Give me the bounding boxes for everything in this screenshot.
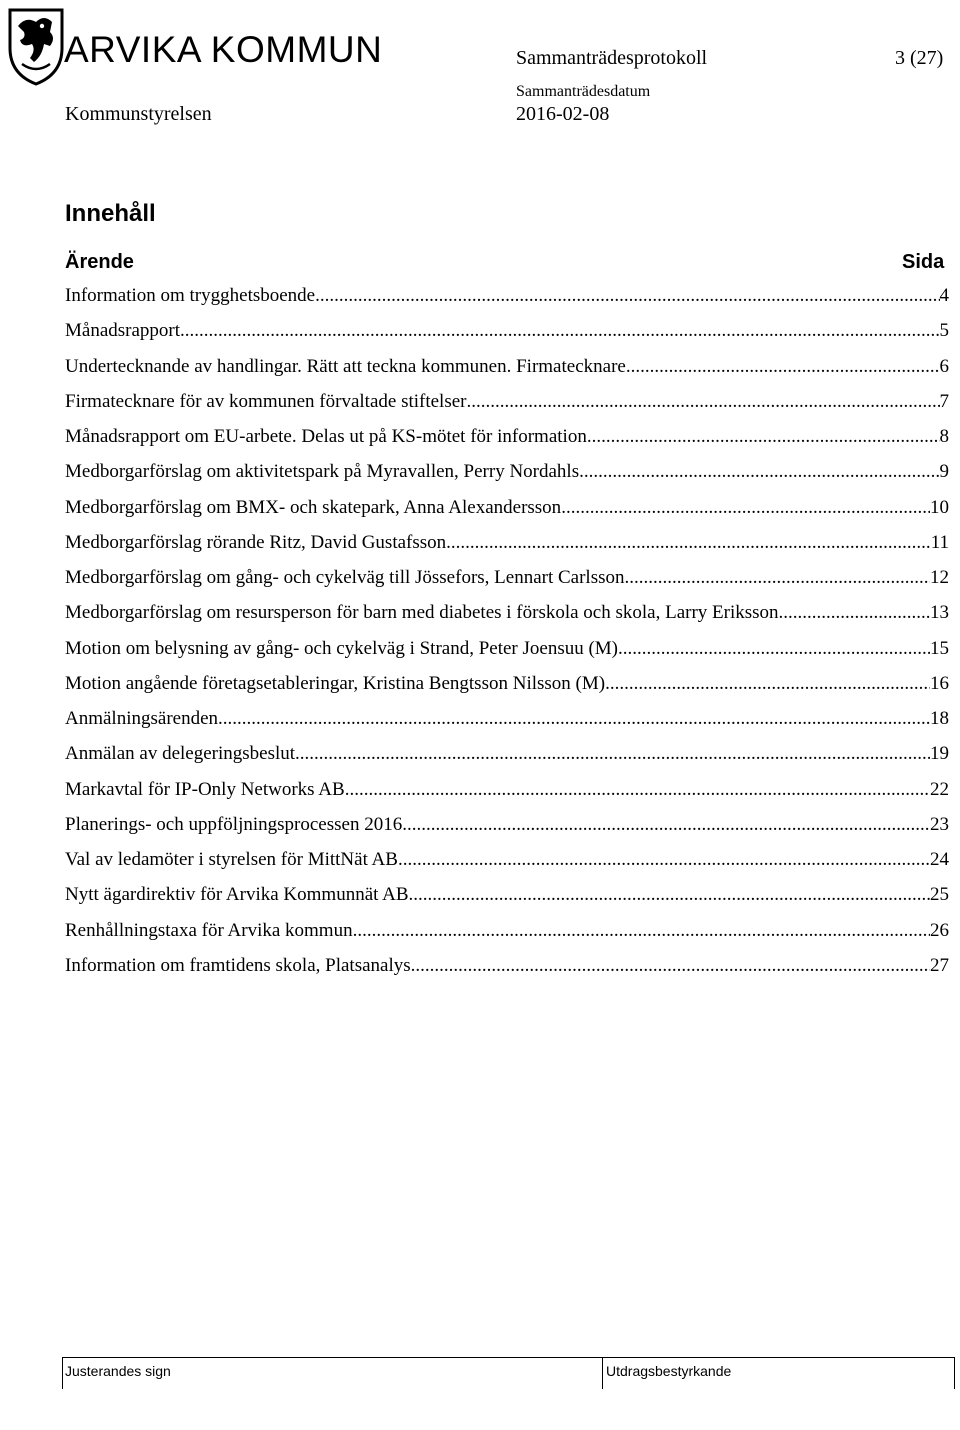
toc-entry-page: 25 [930, 884, 949, 906]
table-of-contents [65, 284, 949, 989]
toc-entry-page: 4 [939, 285, 949, 306]
dot-leader [353, 919, 930, 943]
dot-leader [398, 848, 930, 872]
dot-leader [402, 813, 930, 837]
dot-leader [626, 355, 940, 379]
toc-entry[interactable] [65, 425, 949, 460]
toc-entry-page: 24 [930, 849, 949, 870]
toc-entry-page: 8 [939, 426, 949, 447]
toc-entry[interactable] [65, 954, 949, 989]
dot-leader [446, 531, 931, 555]
toc-entry-page: 7 [939, 390, 949, 412]
dot-leader [295, 742, 930, 766]
dot-leader [345, 778, 930, 802]
toc-entry-title: Markavtal för IP-Only Networks AB [65, 778, 345, 800]
page-number: 3 (27) [895, 47, 944, 69]
toc-entry[interactable] [65, 496, 949, 531]
toc-entry-page: 19 [930, 743, 949, 765]
toc-entry[interactable] [65, 637, 949, 672]
toc-entry-page: 6 [939, 355, 949, 377]
toc-entry-title: Medborgarförslag om BMX- och skatepark, Anna Alexandersson [65, 496, 562, 518]
toc-entry-title: Information om trygghetsboende [65, 285, 316, 306]
dot-leader [779, 601, 930, 625]
dot-leader [579, 460, 939, 484]
document-title: Sammanträdesprotokoll [516, 47, 708, 69]
toc-entry-page: 15 [930, 637, 949, 659]
toc-entry-title: Medborgarförslag om resursperson för barn med diabetes i förskola och skola, Larry Eriksson [65, 602, 779, 624]
toc-entry-title: Firmatecknare för av kommunen förvaltade stiftelser [65, 390, 467, 412]
toc-entry-title: Undertecknande av handlingar. Rätt att teckna kommunen. Firmatecknare [65, 355, 626, 377]
meeting-date: 2016-02-08 [516, 103, 610, 125]
toc-entry[interactable] [65, 778, 949, 813]
footer-divider [954, 1357, 955, 1389]
footer-divider [602, 1357, 603, 1389]
toc-entry-page: 13 [930, 602, 949, 624]
toc-entry-title: Renhållningstaxa för Arvika kommun [65, 919, 353, 941]
toc-entry-page: 16 [930, 672, 949, 694]
dot-leader [409, 883, 930, 907]
dot-leader [625, 566, 931, 590]
toc-entry[interactable] [65, 284, 949, 319]
toc-entry[interactable] [65, 707, 949, 742]
toc-heading: Innehåll [65, 200, 156, 227]
dot-leader [180, 319, 939, 343]
footer-justerandes-sign: Justerandes sign [65, 1363, 171, 1379]
toc-entry-page: 12 [930, 567, 949, 588]
toc-entry-page: 5 [939, 320, 949, 342]
footer-rule [62, 1357, 955, 1358]
toc-entry-title: Anmälningsärenden [65, 708, 219, 729]
footer-divider [62, 1357, 63, 1389]
toc-entry-page: 22 [930, 778, 949, 800]
dot-leader [411, 954, 930, 978]
toc-entry[interactable] [65, 883, 949, 918]
dot-leader [218, 707, 930, 731]
toc-column-item-header: Ärende [65, 251, 134, 273]
toc-entry[interactable] [65, 460, 949, 495]
toc-column-page-header: Sida [902, 251, 945, 273]
toc-entry-title: Anmälan av delegeringsbeslut [65, 743, 296, 765]
toc-entry[interactable] [65, 390, 949, 425]
toc-entry-page: 23 [930, 813, 949, 835]
toc-entry-page: 9 [939, 461, 949, 483]
meeting-date-label: Sammanträdesdatum [516, 83, 651, 100]
toc-entry-title: Medborgarförslag rörande Ritz, David Gustafsson [65, 531, 447, 553]
toc-entry-page: 27 [930, 954, 949, 976]
toc-entry[interactable] [65, 355, 949, 390]
toc-entry[interactable] [65, 813, 949, 848]
toc-entry-title: Motion angående företagsetableringar, Kristina Bengtsson Nilsson (M) [65, 672, 606, 694]
toc-entry-title: Nytt ägardirektiv för Arvika Kommunnät AB [65, 884, 409, 906]
committee-name: Kommunstyrelsen [65, 103, 212, 125]
toc-entry-title: Information om framtidens skola, Platsanalys [65, 954, 411, 976]
toc-entry-page: 10 [930, 496, 949, 518]
toc-entry-page: 18 [930, 708, 949, 729]
toc-entry-title: Månadsrapport om EU-arbete. Delas ut på KS-mötet för information. [65, 426, 592, 447]
toc-entry[interactable] [65, 531, 949, 566]
toc-entry[interactable] [65, 742, 949, 777]
dot-leader [467, 390, 940, 414]
toc-entry[interactable] [65, 919, 949, 954]
toc-entry-title: Månadsrapport [65, 320, 181, 342]
toc-entry-title: Val av ledamöter i styrelsen för MittNät AB [65, 849, 398, 870]
dot-leader [315, 284, 939, 308]
dot-leader [618, 637, 930, 661]
toc-entry-title: Medborgarförslag om aktivitetspark på Myravallen, Perry Nordahls [65, 461, 580, 483]
toc-entry-title: Medborgarförslag om gång- och cykelväg till Jössefors, Lennart Carlsson [65, 567, 625, 588]
toc-entry-page: 11 [930, 531, 949, 553]
toc-entry-title: Planerings- och uppföljningsprocessen 2016 [65, 813, 403, 835]
dot-leader [561, 496, 930, 520]
toc-entry[interactable] [65, 566, 949, 601]
organization-name: ARVIKA KOMMUN [64, 29, 383, 70]
toc-entry-page: 26 [930, 919, 949, 941]
toc-entry[interactable] [65, 848, 949, 883]
coat-of-arms-icon [6, 4, 66, 88]
dot-leader [592, 425, 940, 449]
toc-entry-title: Motion om belysning av gång- och cykelväg i Strand, Peter Joensuu (M) [65, 637, 619, 659]
toc-entry[interactable] [65, 319, 949, 354]
toc-entry[interactable] [65, 601, 949, 636]
toc-entry[interactable] [65, 672, 949, 707]
footer-utdragsbestyrkande: Utdragsbestyrkande [606, 1363, 732, 1379]
dot-leader [605, 672, 930, 696]
